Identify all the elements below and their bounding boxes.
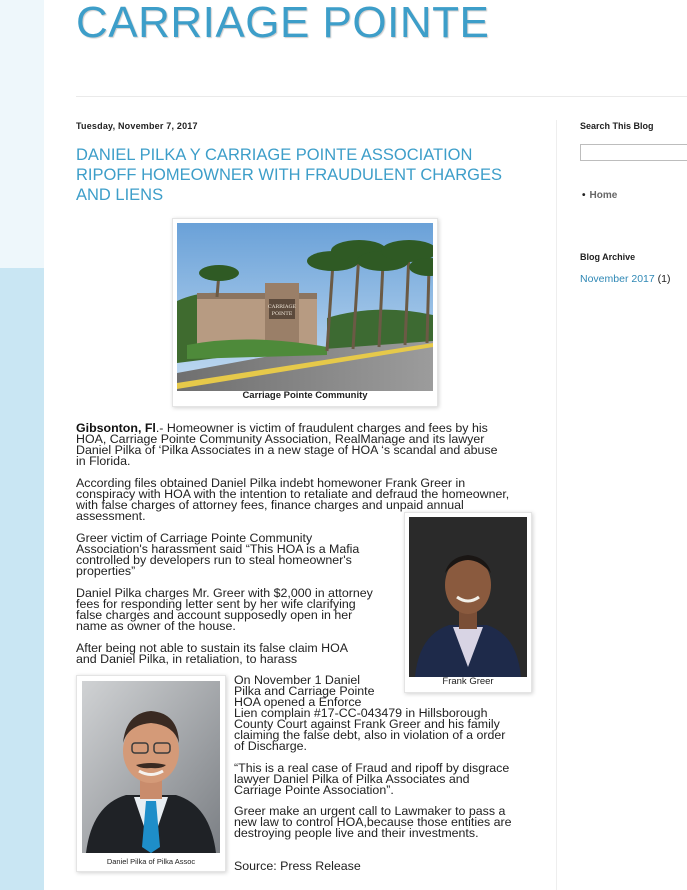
paragraph-6-line-2: Pilka and Carriage Pointe xyxy=(234,684,375,698)
paragraph-3-line-1: Greer victim of Carriage Pointe Community xyxy=(76,531,313,545)
paragraph-1 xyxy=(76,423,546,467)
frank-greer-figure xyxy=(404,512,532,693)
search-heading: Search This Blog xyxy=(580,121,654,131)
main-image-figure xyxy=(172,218,438,407)
paragraph-6-line-7: of Discharge. xyxy=(234,739,308,753)
column-divider xyxy=(556,120,557,890)
nav-item-home[interactable] xyxy=(582,190,617,201)
bullet-icon: • xyxy=(582,190,586,201)
background-panel xyxy=(0,0,44,268)
paragraph-8-line-1: Greer make an urgent call to Lawmaker to pass a xyxy=(234,804,506,818)
paragraph-3 xyxy=(76,533,406,577)
paragraph-6-line-3: HOA opened a Enforce xyxy=(234,695,362,709)
daniel-pilka-figure xyxy=(76,675,226,872)
paragraph-6-line-6: claiming the false debt, also in violation of a order xyxy=(234,728,506,742)
paragraph-2-line-2: conspiracy with HOA with the intention to retaliate and defraud the homeowner, xyxy=(76,487,510,501)
paragraph-2-line-3: with false charges of attorney fees, finance charges and unpaid annual xyxy=(76,498,464,512)
archive-item-november-2017 xyxy=(580,273,670,285)
paragraph-6-line-4: Lien complain #17-CC-043479 in Hillsborough xyxy=(234,706,488,720)
frank-greer-photo[interactable] xyxy=(409,517,527,677)
paragraph-4-line-1: Daniel Pilka charges Mr. Greer with $2,000 in attorney xyxy=(76,586,373,600)
paragraph-8 xyxy=(234,806,546,839)
blog-page xyxy=(44,0,687,890)
paragraph-4-line-4: name as owner of the house. xyxy=(76,619,236,633)
archive-link[interactable]: November 2017 xyxy=(580,273,655,285)
paragraph-8-line-2: new law to control HOA,because those entities are xyxy=(234,815,512,829)
paragraph-8-line-3: destroying people live and their investments. xyxy=(234,826,479,840)
paragraph-3-line-2: Association's harassment said “This HOA is a Mafia xyxy=(76,542,360,556)
paragraph-4 xyxy=(76,588,406,632)
paragraph-3-line-3: controlled by developers run to steal homeowner's xyxy=(76,553,352,567)
paragraph-7-line-1: “This is a real case of Fraud and ripoff by disgrace xyxy=(234,761,510,775)
main-image-caption: Carriage Pointe Community xyxy=(242,390,368,401)
paragraph-1-line-2: HOA, Carriage Pointe Community Association, RealManage and its lawyer xyxy=(76,432,485,446)
post-date: Tuesday, November 7, 2017 xyxy=(76,121,198,131)
svg-text:CARRIAGE: CARRIAGE xyxy=(267,304,297,310)
paragraph-2-line-1: According files obtained Daniel Pilka indebt homewoner Frank Greer in xyxy=(76,476,466,490)
paragraph-1-line-4: in Florida. xyxy=(76,454,131,468)
paragraph-3-line-4: properties” xyxy=(76,564,136,578)
paragraph-7-line-2: lawyer Daniel Pilka of Pilka Associates and xyxy=(234,772,470,786)
carriage-pointe-entrance-image[interactable] xyxy=(177,223,433,391)
source-line: Source: Press Release xyxy=(234,859,361,873)
paragraph-7 xyxy=(234,763,546,796)
nav-item-home-label: Home xyxy=(589,190,618,201)
paragraph-6-line-1: On November 1 Daniel xyxy=(234,673,361,687)
paragraph-2-line-4: assessment. xyxy=(76,509,146,523)
daniel-pilka-photo[interactable] xyxy=(82,681,220,853)
paragraph-5 xyxy=(76,643,406,665)
paragraph-5-line-1: After being not able to sustain its false claim HOA xyxy=(76,641,349,655)
paragraph-7-line-3: Carriage Pointe Association”. xyxy=(234,783,394,797)
paragraph-4-line-2: fees for responding letter sent by her wife clarifying xyxy=(76,597,356,611)
dateline: Gibsonton, Fl xyxy=(76,421,156,435)
frank-greer-caption: Frank Greer xyxy=(442,676,494,687)
paragraph-6-line-5: County Court against Frank Greer and his family xyxy=(234,717,500,731)
svg-text:POINTE: POINTE xyxy=(271,311,293,317)
paragraph-1-line-1: Gibsonton, Fl.- Homeowner is victim of fraudulent charges and fees by his xyxy=(76,421,488,435)
post-title[interactable]: DANIEL PILKA Y CARRIAGE POINTE ASSOCIATION RIPOFF HOMEOWNER WITH FRAUDULENT CHARGES AND LIENS xyxy=(76,146,502,204)
archive-heading: Blog Archive xyxy=(580,252,636,262)
archive-count: (1) xyxy=(657,273,671,285)
header-divider xyxy=(76,96,687,97)
paragraph-4-line-3: false charges and account supposedly open in her xyxy=(76,608,353,622)
paragraph-5-line-2: and Daniel Pilka, in retaliation, to harass xyxy=(76,652,298,666)
paragraph-6 xyxy=(234,675,546,752)
search-input[interactable] xyxy=(580,144,687,161)
blog-title[interactable]: CARRIAGE POINTE xyxy=(76,0,490,47)
paragraph-1-line-3: Daniel Pilka of ‘Pilka Associates in a new stage of HOA ‘s scandal and abuse xyxy=(76,443,498,457)
daniel-pilka-caption: Daniel Pilka of Pilka Assoc xyxy=(106,857,196,866)
